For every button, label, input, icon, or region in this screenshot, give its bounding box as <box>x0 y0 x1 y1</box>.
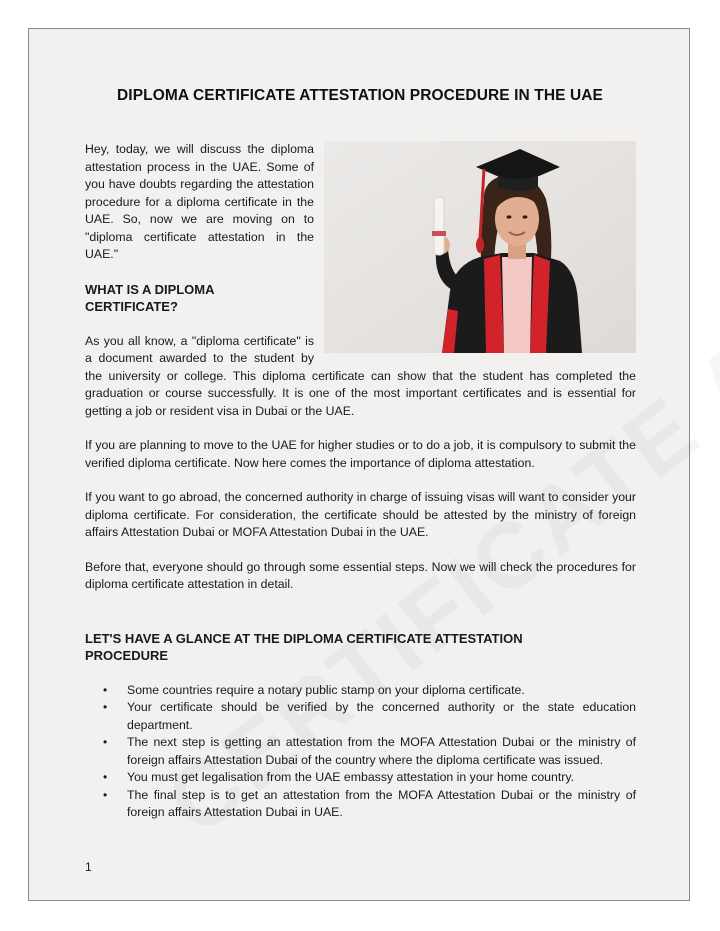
paragraph-definition: As you all know, a "diploma certificate" is a document awarded to the student by the university or college. This diploma certificate can show that the student has completed the graduation or course successfully. It is one of the most important certificates and is essential for getting a job or resident visa in Dubai or the UAE. <box>85 333 636 418</box>
page-title: DIPLOMA CERTIFICATE ATTESTATION PROCEDURE IN THE UAE <box>117 87 603 104</box>
procedure-list <box>85 682 636 822</box>
list-item: • Your certificate should be verified by the concerned authority or the state education department. <box>103 700 636 732</box>
paragraph-go-abroad: If you want to go abroad, the concerned authority in charge of issuing visas will want to consider your diploma certificate. For consideration, the certificate should be attested by the ministry of foreign affairs Attestation Dubai or MOFA Attestation Dubai in the UAE. <box>85 490 636 539</box>
bullet-icon: • <box>103 735 108 749</box>
list-item: • The next step is getting an attestation from the MOFA Attestation Dubai or the ministry of foreign affairs Attestation Dubai of the country where the diploma certificate was issued. <box>103 735 636 767</box>
section-heading-what-is: WHAT IS A DIPLOMA CERTIFICATE? <box>85 281 215 314</box>
list-item: • Some countries require a notary public stamp on your diploma certificate. <box>85 682 636 700</box>
graduate-illustration <box>324 141 636 353</box>
page-number: 1 <box>85 860 92 874</box>
bullet-icon: • <box>103 770 108 784</box>
bullet-icon: • <box>103 700 108 714</box>
list-item: • You must get legalisation from the UAE embassy attestation in your home country. <box>85 769 636 787</box>
section-heading-procedure: LET'S HAVE A GLANCE AT THE DIPLOMA CERTIFICATE ATTESTATION PROCEDURE <box>85 630 523 663</box>
paragraph-essential-steps: Before that, everyone should go through some essential steps. Now we will check the procedures for diploma certificate attestation in detail. <box>85 559 636 591</box>
list-item: • The final step is to get an attestation from the MOFA Attestation Dubai or the ministry of foreign affairs Attestation Dubai in UAE. <box>103 787 636 819</box>
bullet-icon: • <box>103 787 108 802</box>
paragraph-move-uae: If you are planning to move to the UAE for higher studies or to do a job, it is compulsory to submit the verified diploma certificate. Now here comes the importance of diploma attestation. <box>85 438 636 470</box>
graduate-photo <box>324 141 636 353</box>
document-page <box>28 28 690 901</box>
intro-paragraph: Hey, today, we will discuss the diploma attestation process in the UAE. Some of you have doubts regarding the attestation procedure for a diploma certificate in the UAE. So, now we are moving on to "diploma certificate attestation in the UAE." <box>85 142 314 261</box>
document-body <box>85 141 636 822</box>
bullet-icon: • <box>103 682 108 697</box>
